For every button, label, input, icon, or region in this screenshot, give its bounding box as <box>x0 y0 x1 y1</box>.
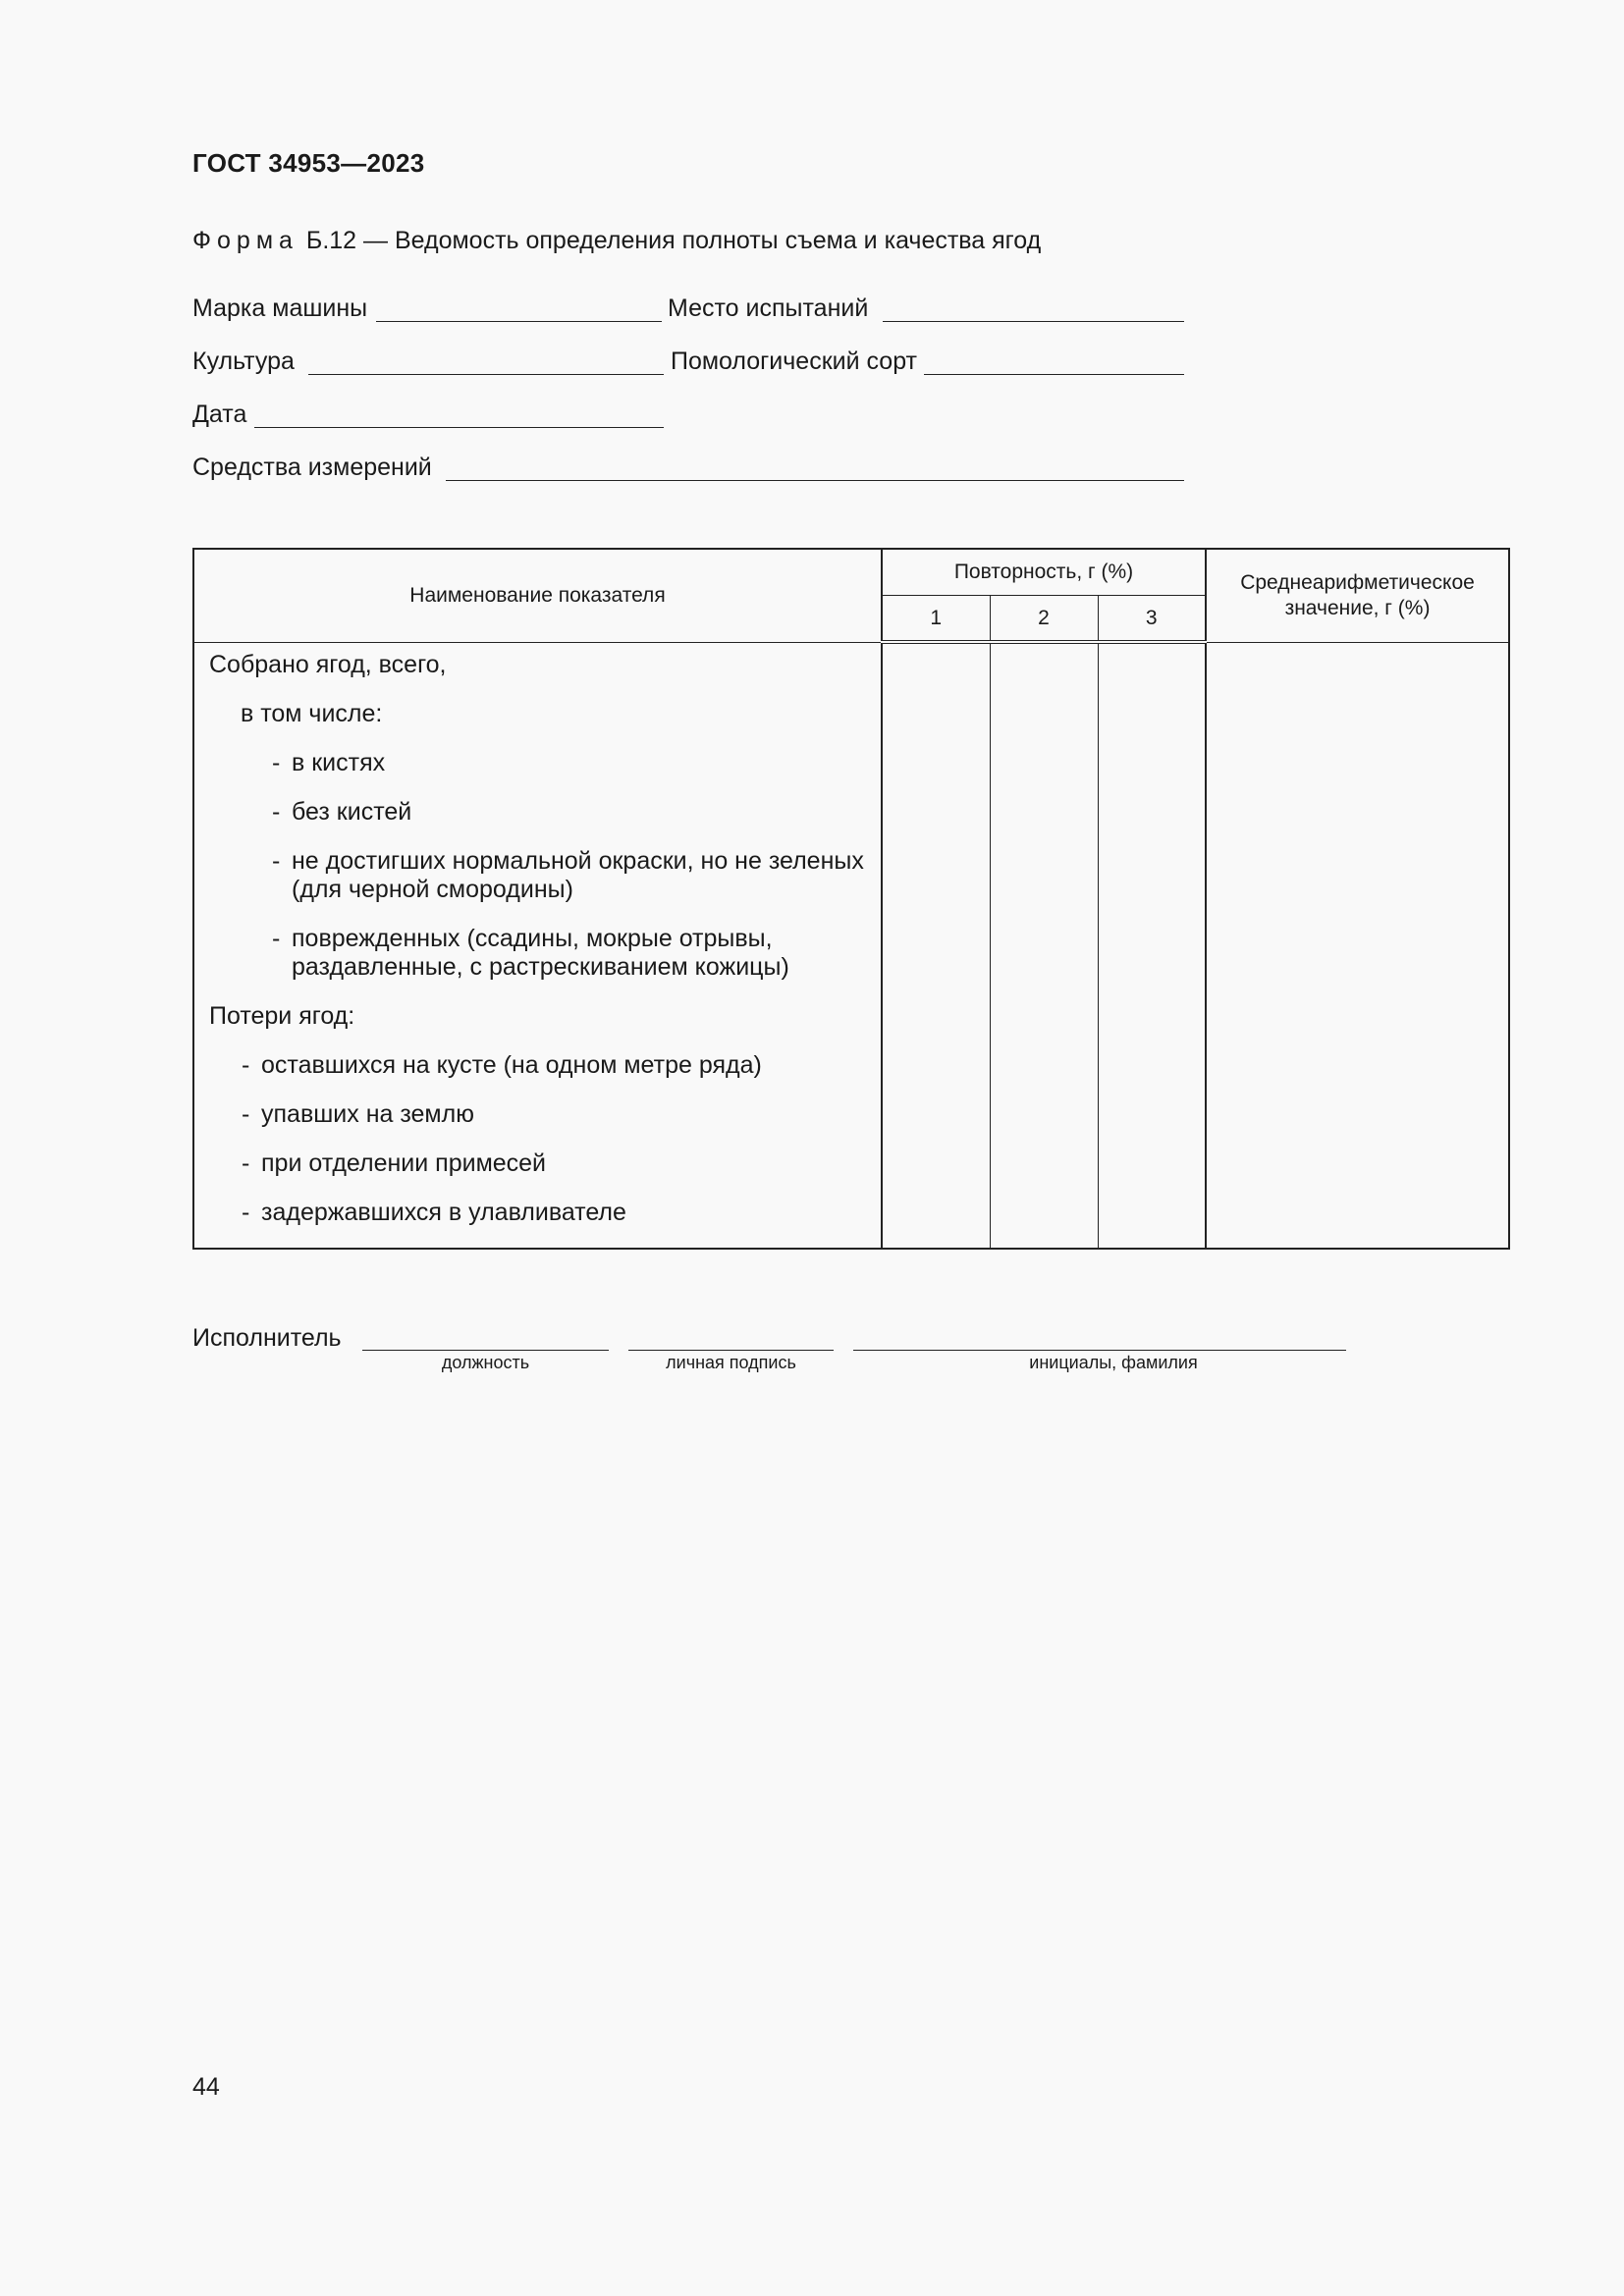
row-text: Собрано ягод, всего, <box>209 650 447 678</box>
row-impurities <box>194 1149 881 1178</box>
row-text: оставшихся на кусте (на одном метре ряда) <box>261 1050 762 1079</box>
row-text: в том числе: <box>241 699 383 727</box>
list-dash: - <box>242 1050 250 1079</box>
repeat-3-cell[interactable] <box>1098 642 1206 1249</box>
row-in-clusters <box>194 749 881 777</box>
row-catcher <box>194 1199 881 1227</box>
row-text: не достигших нормальной окраски, но не зеленых (для черной смородины) <box>292 846 864 903</box>
indicator-list-cell <box>193 642 882 1249</box>
list-dash: - <box>272 797 281 826</box>
row-unripe <box>194 847 881 904</box>
row-text: упавших на землю <box>261 1099 474 1128</box>
mean-cell[interactable] <box>1206 642 1509 1249</box>
list-dash: - <box>272 846 281 875</box>
row-text: в кистях <box>292 748 386 776</box>
page-number: 44 <box>192 2073 220 2101</box>
culture-label: Культура <box>192 347 295 375</box>
form-title <box>192 227 1041 255</box>
date-field[interactable] <box>254 427 664 428</box>
header-indicator-name <box>193 549 882 642</box>
variety-field[interactable] <box>924 374 1184 375</box>
repeat-2-cell[interactable] <box>990 642 1098 1249</box>
header-repeat-3: 3 <box>1098 596 1206 643</box>
instruments-field[interactable] <box>446 480 1184 481</box>
header-mean-text: Среднеарифметическое значение, г (%) <box>1240 570 1475 619</box>
row-left-on-bush <box>194 1051 881 1080</box>
row-without-clusters <box>194 798 881 827</box>
row-losses <box>194 1002 881 1031</box>
header-repeat-1: 1 <box>882 596 990 643</box>
machine-label: Марка машины <box>192 294 368 322</box>
signature-caption: личная подпись <box>666 1353 796 1372</box>
signature-field[interactable] <box>628 1350 834 1351</box>
form-word: Форма <box>192 227 298 254</box>
list-dash: - <box>242 1099 250 1128</box>
position-caption: должность <box>441 1353 530 1372</box>
place-field[interactable] <box>883 321 1184 322</box>
list-dash: - <box>272 924 281 952</box>
header-mean <box>1206 549 1509 642</box>
list-dash: - <box>242 1198 250 1226</box>
date-label: Дата <box>192 400 247 428</box>
row-text: задержавшихся в улавливателе <box>261 1198 626 1226</box>
document-number: ГОСТ 34953—2023 <box>192 148 425 178</box>
row-including <box>194 700 881 728</box>
row-text: Потери ягод: <box>209 1001 355 1030</box>
form-title-text: Б.12 — Ведомость определения полноты съема и качества ягод <box>305 227 1042 254</box>
instruments-label: Средства измерений <box>192 454 432 481</box>
row-text: при отделении примесей <box>261 1148 547 1177</box>
list-dash: - <box>272 748 281 776</box>
initials-name-caption: инициалы, фамилия <box>1029 1353 1198 1372</box>
variety-label: Помологический сорт <box>671 347 918 375</box>
header-repeat-2: 2 <box>990 596 1098 643</box>
row-collected-total <box>194 651 881 679</box>
list-dash: - <box>242 1148 250 1177</box>
measurements-table <box>192 548 1510 1250</box>
row-text: поврежденных (ссадины, мокрые отрывы, раздавленные, с растрескиванием кожицы) <box>292 924 789 981</box>
place-label: Место испытаний <box>668 294 869 322</box>
machine-field[interactable] <box>376 321 662 322</box>
header-indicator-name-text: Наименование показателя <box>409 583 666 607</box>
row-damaged <box>194 925 881 982</box>
culture-field[interactable] <box>308 374 664 375</box>
row-text: без кистей <box>292 797 412 826</box>
position-field[interactable] <box>362 1350 609 1351</box>
initials-name-field[interactable] <box>853 1350 1346 1351</box>
header-repeat <box>882 549 1206 596</box>
header-repeat-text: Повторность, г (%) <box>953 561 1134 583</box>
repeat-1-cell[interactable] <box>882 642 990 1249</box>
row-fallen <box>194 1100 881 1129</box>
executor-label: Исполнитель <box>192 1324 342 1352</box>
